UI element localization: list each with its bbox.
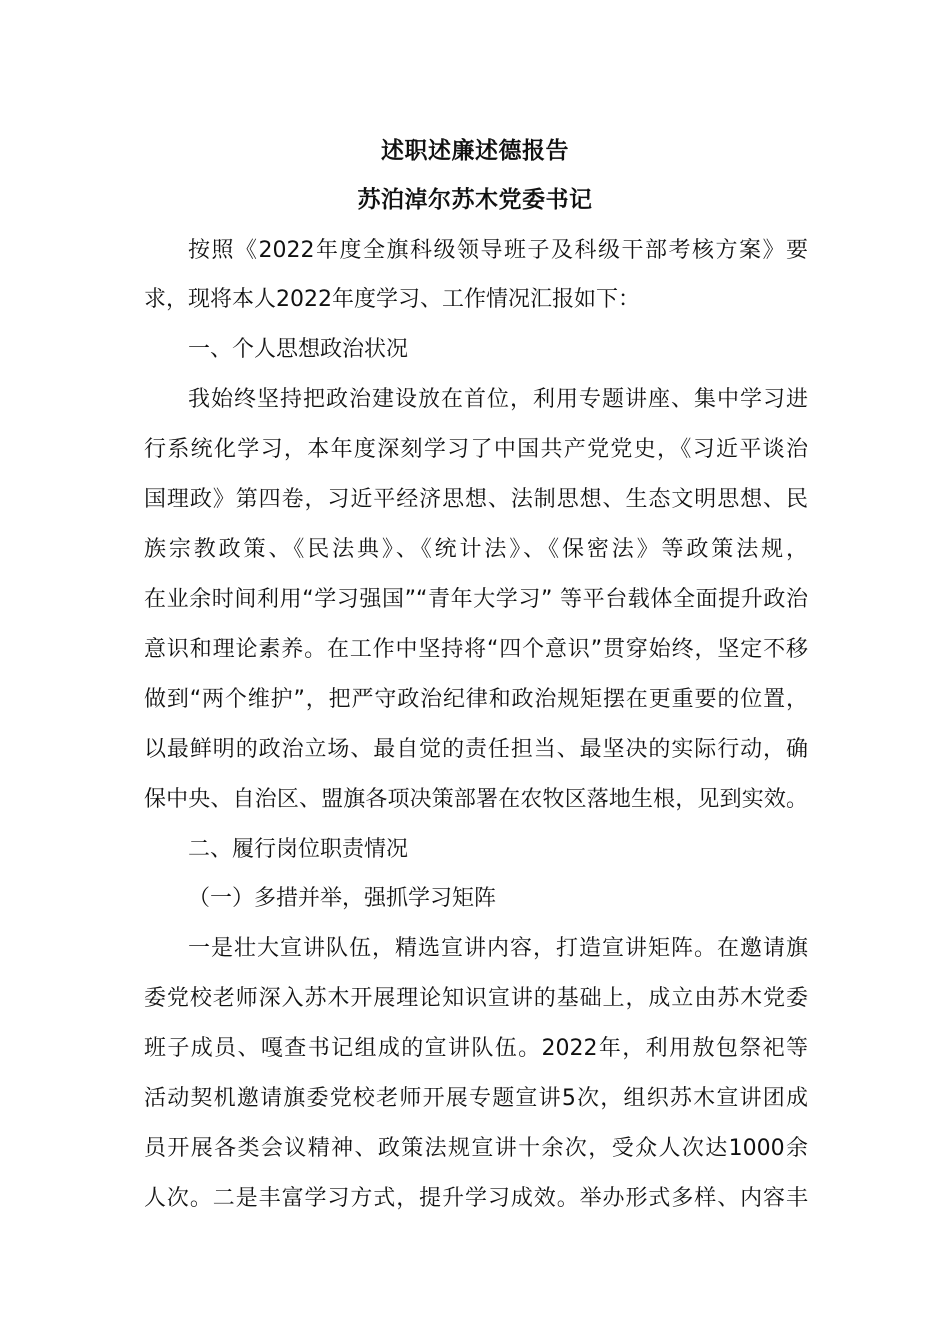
paragraph-line: 一是壮大宣讲队伍，精选宣讲内容，打造宣讲矩阵。在邀请旗: [188, 936, 808, 961]
paragraph-line: 做到“两个维护”，把严守政治纪律和政治规矩摆在更重要的位置，: [144, 687, 808, 712]
paragraph-line: 求，现将本人2022年度学习、工作情况汇报如下：: [144, 287, 640, 312]
paragraph-line: 行系统化学习，本年度深刻学习了中国共产党党史，《习近平谈治: [144, 437, 808, 462]
paragraph-line: 人次。二是丰富学习方式，提升学习成效。举办形式多样、内容丰: [144, 1186, 808, 1211]
paragraph-line: 班子成员、嘎查书记组成的宣讲队伍。2022年，利用敖包祭祀等: [144, 1036, 808, 1061]
document-subtitle: 苏泊淖尔苏木党委书记: [357, 187, 593, 213]
paragraph-line: 委党校老师深入苏木开展理论知识宣讲的基础上，成立由苏木党委: [144, 986, 808, 1011]
paragraph-line: 按照《2022年度全旗科级领导班子及科级干部考核方案》要: [188, 238, 808, 263]
paragraph-line: 我始终坚持把政治建设放在首位，利用专题讲座、集中学习进: [188, 387, 808, 412]
section-heading: 二、履行岗位职责情况: [188, 837, 409, 862]
paragraph-line: 族宗教政策、《民法典》、《统计法》、《保密法》等政策法规，: [144, 537, 808, 562]
paragraph-line: 在业余时间利用“学习强国”“青年大学习” 等平台载体全面提升政治: [144, 587, 808, 612]
paragraph-line: 员开展各类会议精神、政策法规宣讲十余次，受众人次达1000余: [144, 1136, 808, 1161]
document-title: 述职述廉述德报告: [381, 138, 569, 164]
paragraph-line: 意识和理论素养。在工作中坚持将“四个意识”贯穿始终，坚定不移: [144, 637, 808, 662]
subsection-heading: （一）多措并举，强抓学习矩阵: [188, 886, 497, 911]
paragraph-line: 国理政》第四卷，习近平经济思想、法制思想、生态文明思想、民: [144, 487, 808, 512]
paragraph-line: 活动契机邀请旗委党校老师开展专题宣讲5次，组织苏木宣讲团成: [144, 1086, 808, 1111]
paragraph-line: 以最鲜明的政治立场、最自觉的责任担当、最坚决的实际行动，确: [144, 737, 808, 762]
section-heading: 一、个人思想政治状况: [188, 337, 409, 362]
paragraph-line: 保中央、自治区、盟旗各项决策部署在农牧区落地生根，见到实效。: [144, 787, 808, 812]
